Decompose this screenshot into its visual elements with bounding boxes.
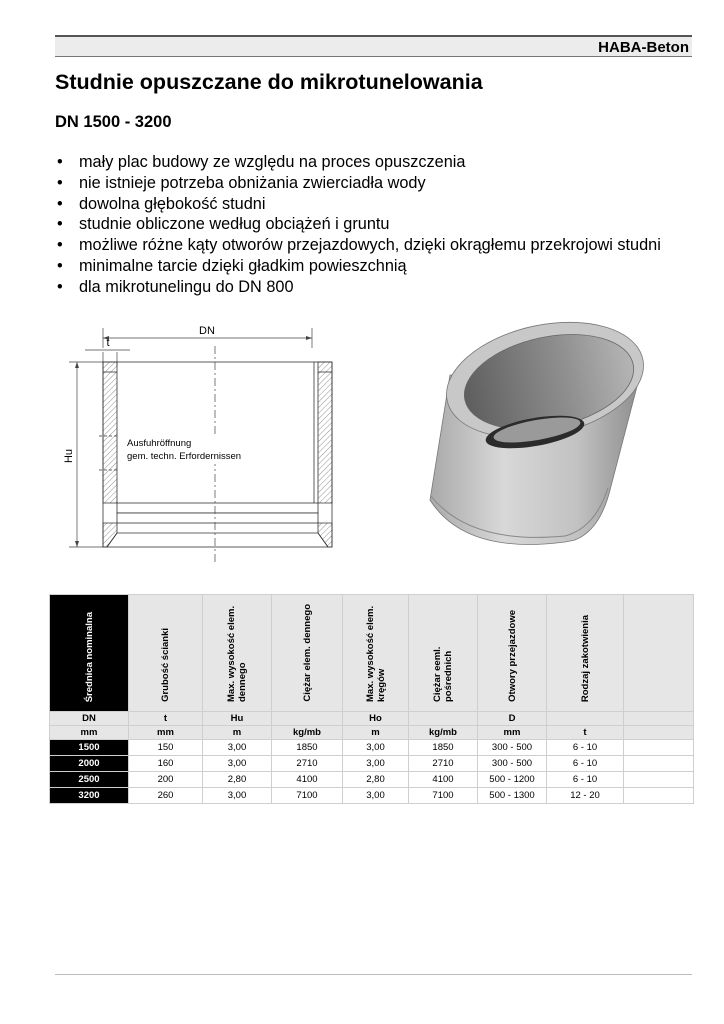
table-cell: 2,80 xyxy=(203,772,272,788)
t-dimension-label: t xyxy=(106,337,110,349)
unit-cell: kg/mb xyxy=(409,726,478,740)
table-row xyxy=(50,772,694,788)
unit-cell: kg/mb xyxy=(272,726,343,740)
table-row xyxy=(50,756,694,772)
unit-row xyxy=(50,726,694,740)
column-header: Średnica nominalna xyxy=(50,595,129,712)
feature-item: • dowolna głębokość studni xyxy=(55,194,661,215)
symbol-cell: DN xyxy=(50,712,129,726)
table-cell: 500 - 1300 xyxy=(478,788,547,804)
table-cell: 200 xyxy=(129,772,203,788)
table-cell: 2710 xyxy=(409,756,478,772)
table-cell: 3,00 xyxy=(203,740,272,756)
feature-item: • dla mikrotunelingu do DN 800 xyxy=(55,277,661,298)
well-ring-render xyxy=(425,320,645,545)
dn-cell: 2500 xyxy=(50,772,129,788)
feature-item: • minimalne tarcie dzięki gładkim powieszchnią xyxy=(55,256,661,277)
dn-cell: 3200 xyxy=(50,788,129,804)
column-header: Max. wysokość elem. kręgów xyxy=(343,595,409,712)
section-drawing xyxy=(55,320,345,570)
table-cell: 1850 xyxy=(409,740,478,756)
column-header xyxy=(624,595,694,712)
table-cell: 6 - 10 xyxy=(547,772,624,788)
table-cell: 3,00 xyxy=(343,756,409,772)
table-cell: 3,00 xyxy=(343,788,409,804)
table-cell xyxy=(624,756,694,772)
page-subtitle: DN 1500 - 3200 xyxy=(55,113,172,131)
table-cell: 150 xyxy=(129,740,203,756)
symbol-cell: t xyxy=(129,712,203,726)
table-row xyxy=(50,740,694,756)
table-cell: 3,00 xyxy=(343,740,409,756)
column-header: Ciężar elem. dennego xyxy=(272,595,343,712)
table-cell: 300 - 500 xyxy=(478,740,547,756)
table-cell: 300 - 500 xyxy=(478,756,547,772)
unit-cell: m xyxy=(203,726,272,740)
feature-item: • możliwe różne kąty otworów przejazdowych, dzięki okrągłemu przekrojowi studni xyxy=(55,235,661,256)
table-cell: 260 xyxy=(129,788,203,804)
brand-bar xyxy=(55,35,692,57)
symbol-cell: Hu xyxy=(203,712,272,726)
table-cell: 4100 xyxy=(409,772,478,788)
column-header: Otwory przejazdowe xyxy=(478,595,547,712)
opening-note-line2: gem. techn. Erfordernissen xyxy=(127,451,242,462)
table-cell: 2710 xyxy=(272,756,343,772)
dn-cell: 1500 xyxy=(50,740,129,756)
column-header: Grubość ścianki xyxy=(129,595,203,712)
table-cell: 7100 xyxy=(409,788,478,804)
feature-item: • studnie obliczone według obciążeń i gruntu xyxy=(55,214,661,235)
column-header: Rodzaj zakotwienia xyxy=(547,595,624,712)
symbol-cell xyxy=(624,712,694,726)
header-row xyxy=(50,595,694,712)
footer-divider xyxy=(55,974,692,975)
table-cell xyxy=(624,740,694,756)
symbol-cell: Ho xyxy=(343,712,409,726)
table-cell: 3,00 xyxy=(203,788,272,804)
dn-cell: 2000 xyxy=(50,756,129,772)
symbol-cell: D xyxy=(478,712,547,726)
symbol-cell xyxy=(272,712,343,726)
table-cell: 6 - 10 xyxy=(547,740,624,756)
column-header: Ciężar eeml. pośrednich xyxy=(409,595,478,712)
table-cell: 3,00 xyxy=(203,756,272,772)
table-cell: 1850 xyxy=(272,740,343,756)
feature-item: • nie istnieje potrzeba obniżania zwierciadła wody xyxy=(55,173,661,194)
table-cell xyxy=(624,772,694,788)
unit-cell: mm xyxy=(129,726,203,740)
table-cell: 4100 xyxy=(272,772,343,788)
table-cell: 7100 xyxy=(272,788,343,804)
symbol-cell xyxy=(547,712,624,726)
hu-dimension-label: Hu xyxy=(63,448,75,464)
dn-dimension-label: DN xyxy=(199,325,215,337)
table-cell: 6 - 10 xyxy=(547,756,624,772)
page-title: Studnie opuszczane do mikrotunelowania xyxy=(55,70,483,94)
unit-cell xyxy=(624,726,694,740)
feature-list xyxy=(55,152,661,298)
unit-cell: mm xyxy=(478,726,547,740)
table-cell: 160 xyxy=(129,756,203,772)
table-cell xyxy=(624,788,694,804)
unit-cell: t xyxy=(547,726,624,740)
symbol-cell xyxy=(409,712,478,726)
table-row xyxy=(50,788,694,804)
brand-name: HABA-Beton xyxy=(598,39,689,56)
unit-cell: mm xyxy=(50,726,129,740)
table-cell: 12 - 20 xyxy=(547,788,624,804)
spec-table xyxy=(49,594,694,804)
symbol-row xyxy=(50,712,694,726)
column-header: Max. wysokość elem. dennego xyxy=(203,595,272,712)
table-cell: 2,80 xyxy=(343,772,409,788)
unit-cell: m xyxy=(343,726,409,740)
feature-item: • mały plac budowy ze względu na proces opuszczenia xyxy=(55,152,661,173)
opening-note-line1: Ausfuhröffnung xyxy=(127,438,192,449)
table-cell: 500 - 1200 xyxy=(478,772,547,788)
